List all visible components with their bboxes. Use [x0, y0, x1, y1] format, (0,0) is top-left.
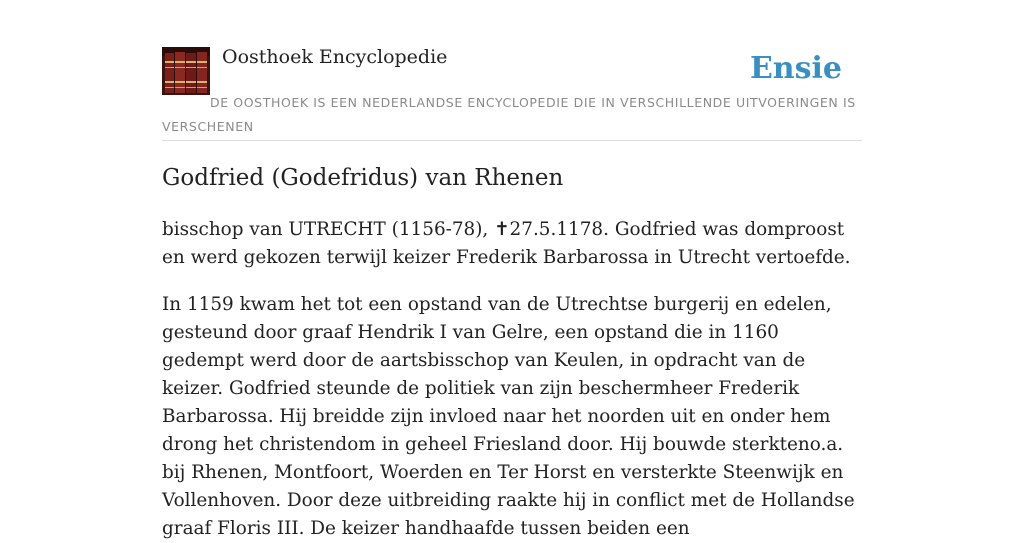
site-tagline: DE OOSTHOEK IS EEN NEDERLANDSE ENCYCLOPEDIE DIE IN VERSCHILLENDE UITVOERINGEN IS VERSCHENEN	[162, 95, 856, 134]
site-header	[162, 46, 862, 141]
article-paragraph-1: bisschop van UTRECHT (1156-78), ✝27.5.1178. Godfried was domproost en werd gekozen terwijl keizer Frederik Barbarossa in Utrecht vertoefde.	[162, 219, 851, 268]
article-paragraph-2: In 1159 kwam het tot een opstand van de Utrechtse burgerij en edelen, gesteund door graaf Hendrik I van Gelre, een opstand die in 1160 gedempt werd door de aartsbisschop van Keulen, in opdracht van de keizer. Godfried steunde de politiek van zijn beschermheer Frederik Barbarossa. Hij breidde zijn invloed naar het noorden uit en onder hem drong het christendom in geheel Friesland door. Hij bouwde sterkteno.a. bij Rhenen, Montfoort, Woerden en Ter Horst en versterkte Steenwijk en Vollenhoven. Door deze uitbreiding raakte hij in conflict met de Hollandse graaf Floris III. De keizer handhaafde tussen beiden een	[162, 294, 855, 539]
article-title: Godfried (Godefridus) van Rhenen	[162, 165, 564, 191]
site-name-link[interactable]: Oosthoek Encyclopedie	[222, 46, 448, 68]
brand-logo-link[interactable]: Ensie	[749, 51, 842, 86]
encyclopedia-books-icon[interactable]	[162, 47, 210, 95]
article-body	[162, 162, 862, 543]
